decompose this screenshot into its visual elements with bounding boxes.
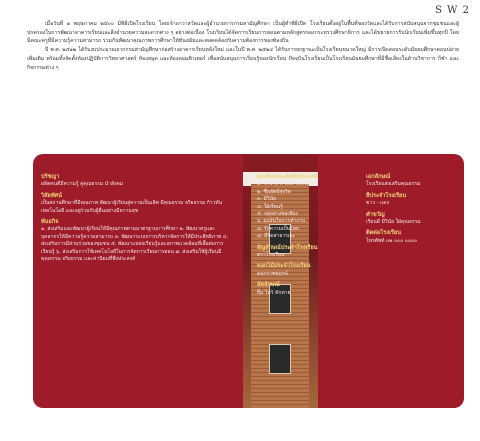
school-colors-text: ขาว - แดง — [366, 200, 389, 207]
attributes-heading: คุณลักษณะอันพึงประสงค์ — [257, 174, 318, 180]
building-window — [269, 344, 291, 374]
attribute-item: ๒. ซื่อสัตย์สุจริต — [257, 188, 292, 195]
attribute-item: ๕. อยู่อย่างพอเพียง — [257, 211, 298, 218]
attribute-item: ๑. รักชาติ ศาสน์ กษัตริย์ — [257, 181, 310, 188]
motto-heading: คำขวัญ — [366, 211, 385, 218]
flower-heading: ดอกไม้ประจำโรงเรียน — [257, 263, 311, 270]
attribute-item: ๖. มุ่งมั่นในการทำงาน — [257, 218, 305, 225]
attribute-item: ๗. รักความเป็นไทย — [257, 225, 299, 232]
left-column — [41, 170, 233, 263]
contact-heading: ติดต่อโรงเรียน — [366, 230, 402, 237]
contact-text: โทรศัพท์ ๐๒ ๐๐๐ ๐๐๐๐ — [366, 237, 417, 244]
mission-heading: พันธกิจ — [41, 219, 59, 226]
intro-text — [27, 20, 459, 72]
uniqueness-text: โรงเรียนส่งเสริมคุณธรรม — [366, 181, 421, 188]
mission-text: ๑. ส่งเสริมและพัฒนาผู้เรียนให้มีคุณภาพตามมาตรฐานการศึกษา ๒. พัฒนาครูและบุคลากรให้มีความรู้ความสามารถ ๓. พัฒนาระบบการบริหารจัดการให้มีประสิทธิภาพ ๔. ส่งเสริมการมีส่วนร่วมของชุมชน ๕. พัฒนาแหล่งเรียนรู้และสภาพแวดล้อมที่เอื้อต่อการเรียนรู้ ๖. ส่งเสริมการใช้เทคโนโลยีในการจัดการเรียนการสอน ๗. ส่งเสริมให้ผู้เรียนมีคุณธรรม จริยธรรม และค่านิยมที่พึงประสงค์ — [41, 226, 229, 263]
attribute-item: ๓. มีวินัย — [257, 196, 277, 203]
philosophy-heading: ปรัชญา — [41, 174, 60, 180]
school-colors-heading: สีประจำโรงเรียน — [366, 192, 407, 199]
intro-paragraph-2: ปี พ.ศ. ๒๕๑๒ ได้รับงบประมาณจากกรมสามัญศึกษาก่อสร้างอาคารเรียนหลังใหม่ และในปี พ.ศ. ๒๕๒๔ ได้รับการยกฐานะเป็นโรงเรียนขนาดใหญ่ มีการเปิดสอนระดับมัธยมศึกษาตอนปลายเพิ่มเติม พร้อมทั้งจัดตั้งห้องปฏิบัติการวิทยาศาสตร์ ห้องสมุด และห้องคอมพิวเตอร์ เพื่อสนับสนุนการเรียนรู้ของนักเรียน ปัจจุบันโรงเรียนเป็นโรงเรียนมัธยมศึกษาที่มีชื่อเสียงในด้านวิชาการ กีฬา และกิจกรรมต่าง ๆ — [27, 47, 459, 71]
uniqueness-heading: เอกลักษณ์ — [366, 174, 391, 180]
page-code: S W 2 — [435, 5, 470, 16]
symbol-text: ตราโรงเรียน — [257, 252, 285, 259]
intro-paragraph-1: เมื่อวันที่ ๑ พฤษภาคม ๒๕๐๐ มีพิธีเปิดโรงเรียน โดยเจ้าอาวาสวัดและผู้อำนวยการกรมสามัญศึกษา เป็นผู้ทำพิธีเปิด โรงเรียนตั้งอยู่ในพื้นที่ของวัดและได้รับการสนับสนุนจากชุมชนและผู้ปกครองในการพัฒนาอาคารเรียนและสิ่งอำนวยความสะดวกต่าง ๆ อย่างต่อเนื่อง โรงเรียนได้จัดการเรียนการสอนตามหลักสูตรของกระทรวงศึกษาธิการ และได้ขยายการรับนักเรียนเพิ่มขึ้นทุกปี โดยมีคณะครูที่มีความรู้ความสามารถ ร่วมกันพัฒนาคุณภาพการศึกษาให้ทันสมัยและสอดคล้องกับความต้องการของท้องถิ่น — [27, 21, 459, 45]
right-column — [366, 170, 458, 245]
philosophy-text: ผลิตคนดีมีความรู้ คู่คุณธรรม นำสังคม — [41, 181, 124, 188]
vision-text: เป็นสถานศึกษาที่มีคุณภาพ พัฒนาผู้เรียนสู่ความเป็นเลิศ มีคุณธรรม จริยธรรม ก้าวทันเทคโนโลยี และอยู่ร่วมกับผู้อื่นอย่างมีความสุข — [41, 200, 223, 214]
middle-column — [257, 170, 352, 297]
vision-heading: วิสัยทัศน์ — [41, 192, 62, 199]
school-info-banner — [33, 154, 464, 408]
symbol-heading: สัญลักษณ์ประจำโรงเรียน — [257, 244, 318, 251]
page-footer — [0, 412, 480, 441]
flower-text: ดอกราชพฤกษ์ — [257, 270, 288, 277]
attribute-item: ๘. มีจิตสาธารณะ — [257, 233, 296, 240]
identity-heading: อัตลักษณ์ — [257, 282, 280, 289]
motto-text: เรียนดี มีวินัย ใฝ่คุณธรรม — [366, 219, 421, 226]
attribute-item: ๔. ใฝ่เรียนรู้ — [257, 203, 283, 210]
identity-text: ยิ้ม ไหว้ ทักทาย — [257, 289, 291, 296]
